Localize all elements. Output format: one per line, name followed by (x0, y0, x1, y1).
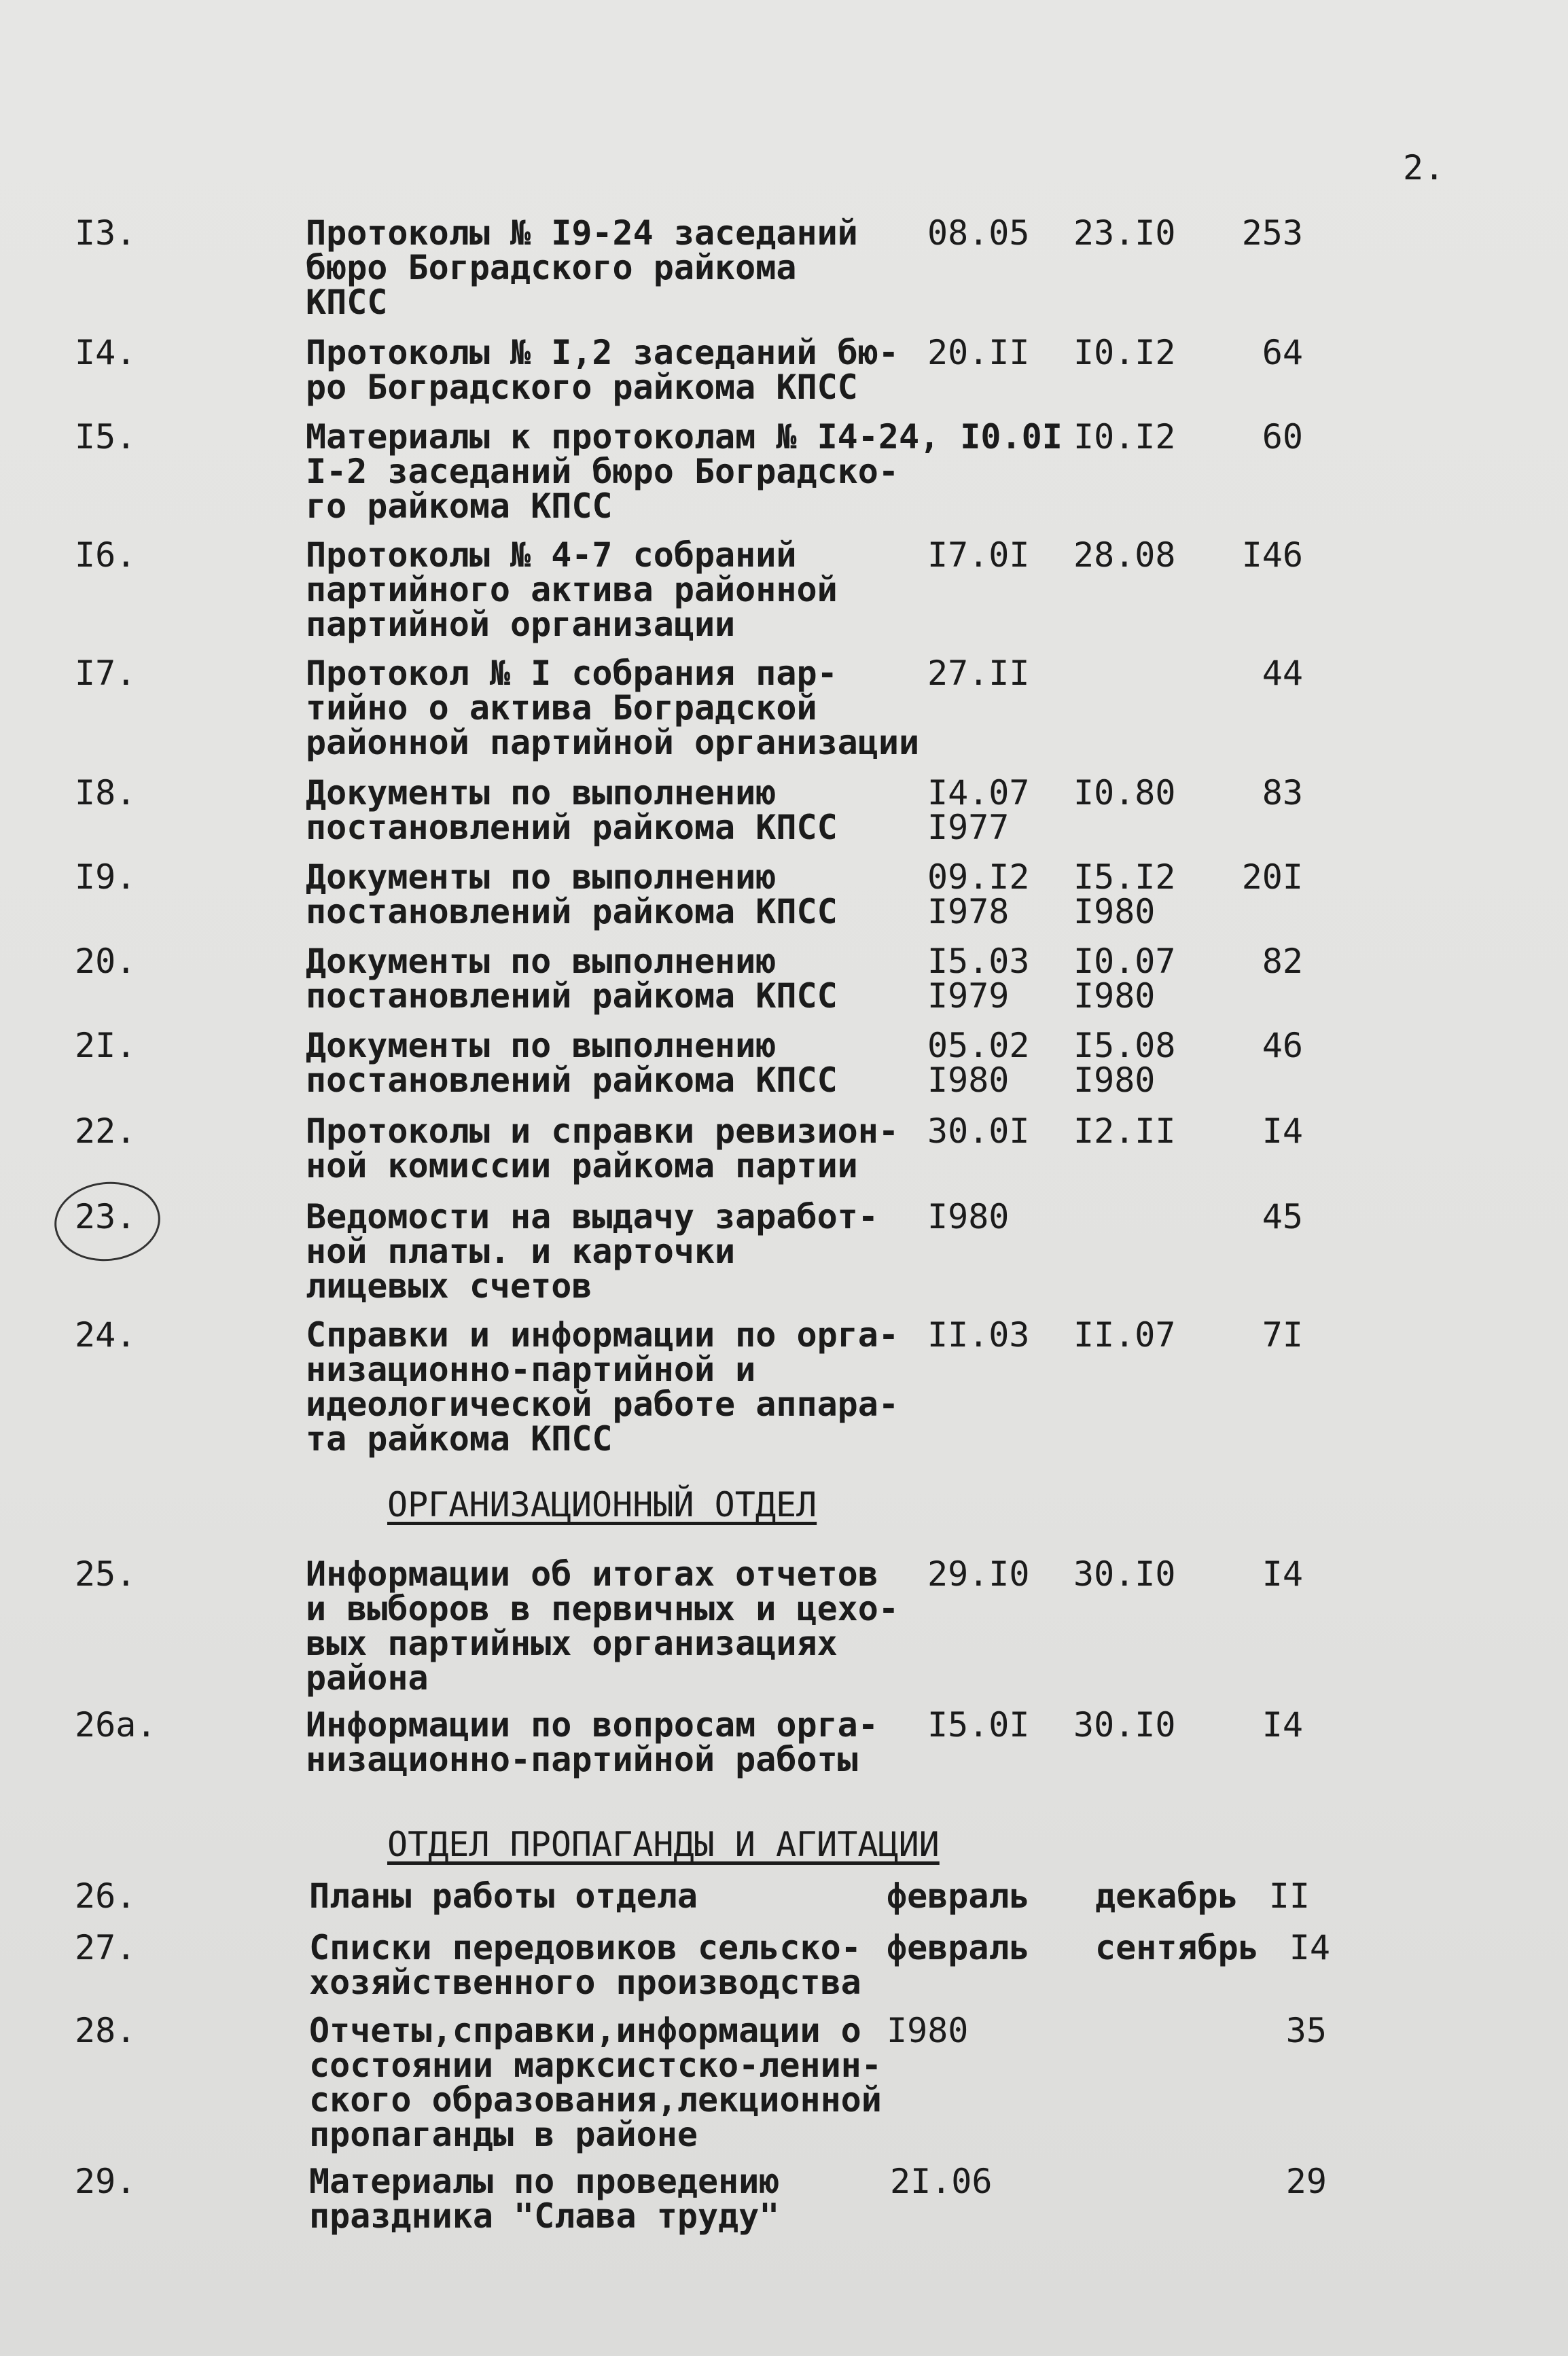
entry-start-date: I4.07 I977 (927, 773, 1030, 847)
entry-title: Ведомости на выдачу заработ- ной платы. и карточки лицевых счетов (306, 1197, 878, 1306)
entry-title: Планы работы отдела (309, 1876, 698, 1916)
entry-number: I9. (75, 857, 137, 897)
entry-end-date: 28.08 (1073, 535, 1176, 575)
entry-end-date: I5.08 I980 (1073, 1026, 1176, 1100)
entry-title: Отчеты,справки,информации о состоянии марксистско-ленин- ского образования,лекционной пропаганды в районе (309, 2011, 882, 2154)
entry-sheet-count: 35 (1285, 2011, 1327, 2050)
entry-start-date: 08.05 (927, 213, 1030, 253)
entry-title: Протокол № I собрания пар- тийно о актива Боградской районной партийной организации (306, 654, 920, 762)
entry-start-date: I5.03 I979 (927, 942, 1030, 1016)
entry-sheet-count: 44 (1262, 654, 1303, 693)
entry-title: Протоколы № I9-24 заседаний бюро Боградского райкома КПСС (306, 213, 858, 322)
entry-sheet-count: I4 (1289, 1928, 1330, 1967)
entry-number: 24. (75, 1315, 137, 1355)
entry-number: 26. (75, 1876, 137, 1916)
entry-end-date: I0.I2 (1073, 333, 1176, 372)
entry-sheet-count: 83 (1262, 773, 1303, 813)
entry-start-date: 05.02 I980 (927, 1026, 1030, 1100)
entry-number: 26а. (75, 1705, 157, 1745)
entry-sheet-count: 82 (1262, 942, 1303, 981)
entry-number: I5. (75, 417, 137, 457)
entry-title: Материалы к протоколам № I4-24, I0.0I I-2 заседаний бюро Боградско- го райкома КПСС (306, 417, 1063, 526)
entry-title: Материалы по проведению праздника "Слава труду" (309, 2162, 780, 2236)
entry-sheet-count: 29 (1285, 2162, 1327, 2201)
entry-sheet-count: I4 (1262, 1111, 1303, 1151)
entry-end-date: II.07 (1073, 1315, 1176, 1355)
entry-title: Протоколы и справки ревизион- ной комиссии райкома партии (306, 1111, 899, 1185)
entry-number: 29. (75, 2162, 137, 2201)
entry-number: 20. (75, 942, 137, 981)
entry-number: I7. (75, 654, 137, 693)
entry-sheet-count: II (1268, 1876, 1310, 1916)
entry-sheet-count: 20I (1241, 857, 1303, 897)
entry-sheet-count: 7I (1262, 1315, 1303, 1355)
entry-number: I4. (75, 333, 137, 372)
entry-end-date: 30.I0 (1073, 1554, 1176, 1594)
entry-end-date: 30.I0 (1073, 1705, 1176, 1745)
entry-start-date: 09.I2 I978 (927, 857, 1030, 931)
entry-title: Документы по выполнению постановлений райкома КПСС (306, 773, 838, 847)
entry-number: 25. (75, 1554, 137, 1594)
entry-number: 23. (75, 1197, 137, 1236)
entry-title: Документы по выполнению постановлений райкома КПСС (306, 1026, 838, 1100)
section-heading-propaganda: ОТДЕЛ ПРОПАГАНДЫ И АГИТАЦИИ (387, 1825, 940, 1864)
entry-title: Списки передовиков сельско- хозяйственного производства (309, 1928, 861, 2002)
entry-title: Информации об итогах отчетов и выборов в первичных и цехо- вых партийных организациях района (306, 1554, 899, 1698)
entry-end-date: I5.I2 I980 (1073, 857, 1176, 931)
entry-sheet-count: 45 (1262, 1197, 1303, 1236)
entry-start-date: I980 (887, 2011, 969, 2050)
entry-end-date: сентябрь (1095, 1928, 1259, 1967)
entry-sheet-count: 253 (1241, 213, 1303, 253)
entry-start-date: 27.II (927, 654, 1030, 693)
entry-end-date: I2.II (1073, 1111, 1176, 1151)
entry-start-date: 30.0I (927, 1111, 1030, 1151)
entry-title: Справки и информации по орга- низационно-партийной и идеологической работе аппара- та райкома КПСС (306, 1315, 899, 1459)
entry-number: 27. (75, 1928, 137, 1967)
entry-title: Документы по выполнению постановлений райкома КПСС (306, 942, 838, 1016)
entry-end-date: декабрь (1095, 1876, 1239, 1916)
entry-start-date: 29.I0 (927, 1554, 1030, 1594)
entry-end-date: I0.I2 (1073, 417, 1176, 457)
page-number: 2. (1403, 148, 1446, 188)
entry-end-date: I0.80 (1073, 773, 1176, 813)
entry-number: I8. (75, 773, 137, 813)
entry-number: I3. (75, 213, 137, 253)
entry-sheet-count: 64 (1262, 333, 1303, 372)
entry-title: Документы по выполнению постановлений райкома КПСС (306, 857, 838, 931)
entry-number: 2I. (75, 1026, 137, 1065)
entry-title: Протоколы № I,2 заседаний бю- ро Боградского райкома КПСС (306, 333, 899, 407)
entry-end-date: 23.I0 (1073, 213, 1176, 253)
entry-title: Протоколы № 4-7 собраний партийного актива районной партийной организации (306, 535, 838, 644)
entry-start-date: 20.II (927, 333, 1030, 372)
entry-sheet-count: I46 (1241, 535, 1303, 575)
entry-sheet-count: 60 (1262, 417, 1303, 457)
entry-start-date: февраль (887, 1928, 1030, 1967)
entry-title: Информации по вопросам орга- низационно-партийной работы (306, 1705, 878, 1779)
entry-start-date: 2I.06 (890, 2162, 993, 2201)
entry-sheet-count: I4 (1262, 1554, 1303, 1594)
entry-start-date: I980 (927, 1197, 1010, 1236)
entry-start-date: I5.0I (927, 1705, 1030, 1745)
section-heading-org: ОРГАНИЗАЦИОННЫЙ ОТДЕЛ (387, 1485, 817, 1524)
entry-end-date: I0.07 I980 (1073, 942, 1176, 1016)
entry-sheet-count: 46 (1262, 1026, 1303, 1065)
entry-start-date: I7.0I (927, 535, 1030, 575)
entry-start-date: II.03 (927, 1315, 1030, 1355)
entry-number: 28. (75, 2011, 137, 2050)
entry-start-date: февраль (887, 1876, 1030, 1916)
entry-sheet-count: I4 (1262, 1705, 1303, 1745)
entry-number: 22. (75, 1111, 137, 1151)
entry-number: I6. (75, 535, 137, 575)
